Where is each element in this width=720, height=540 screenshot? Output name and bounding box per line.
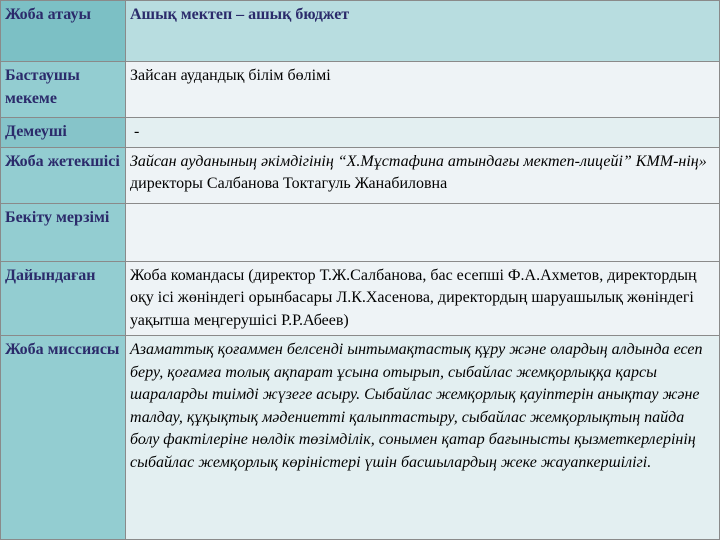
row-project-leader xyxy=(1,147,720,203)
value-sponsor: - xyxy=(126,118,720,148)
value-project-leader-italic: Зайсан ауданының әкімдігінің “Х.Мұстафина атындағы мектеп-лицейі” КММ-нің» xyxy=(130,152,707,170)
label-project-mission: Жоба миссиясы xyxy=(1,336,126,540)
row-prepared-by xyxy=(1,261,720,336)
label-sponsor: Демеуші xyxy=(1,118,126,148)
row-project-title xyxy=(1,1,720,62)
row-initiating-institution xyxy=(1,62,720,118)
value-project-leader-text: директоры Салбанова Токтагуль Жанабиловна xyxy=(130,175,448,192)
row-project-mission xyxy=(1,336,720,540)
row-sponsor xyxy=(1,118,720,148)
value-project-mission: Азаматтық қоғаммен белсенді ынтымақтастық құру және олардың алдында есеп беру, қоғамға толық ақпарат ұсына отырып, сыбайлас жемқорлыққа қарсы шараларды тиімді жүзеге асыру. Сыбайлас жемқорлық қауіптерін анықтау және талдау, құқықтық мәдениетті қалыптастыру, сыбайлас жемқорлықтың пайда болу фактілеріне нөлдік төзімділік, сонымен қатар бағынысты қызметкерлерінің сыбайлас жемқорлық көріністері үшін басшылардың жеке жауапкершілігі. xyxy=(126,336,720,540)
label-project-leader: Жоба жетекшісі xyxy=(1,147,126,203)
value-project-leader xyxy=(126,147,720,203)
value-prepared-by: Жоба командасы (директор Т.Ж.Салбанова, бас есепші Ф.А.Ахметов, директордың оқу ісі жөніндегі орынбасары Л.К.Хасенова, директордың шаруашылық жөніндегі уақытша меңгерушісі Р.Р.Абеев) xyxy=(126,261,720,336)
label-prepared-by: Дайындаған xyxy=(1,261,126,336)
label-initiating-institution: Бастаушы мекеме xyxy=(1,62,126,118)
label-approval-period: Бекіту мерзімі xyxy=(1,203,126,261)
value-approval-period xyxy=(126,203,720,261)
row-approval-period xyxy=(1,203,720,261)
value-project-title: Ашық мектеп – ашық бюджет xyxy=(126,1,720,62)
value-initiating-institution: Зайсан аудандық білім бөлімі xyxy=(126,62,720,118)
label-project-title: Жоба атауы xyxy=(1,1,126,62)
